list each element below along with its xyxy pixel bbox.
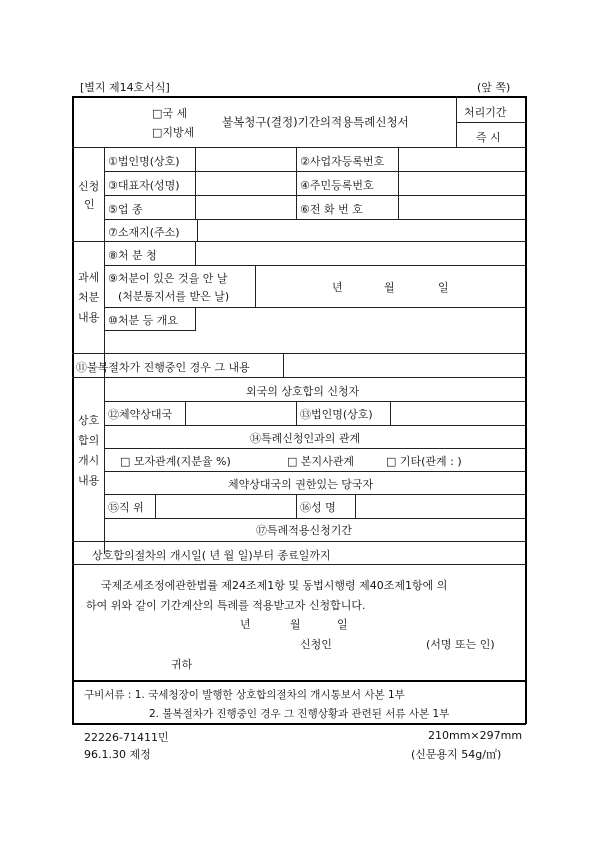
tax-national-checkbox[interactable]: □국 세 [152, 107, 188, 120]
relation-other-checkbox[interactable]: □ 기타(관계 : ) [386, 455, 462, 468]
page-side: (앞 쪽) [477, 81, 511, 94]
special-period-header: ⑰특례적용신청기간 [256, 524, 353, 537]
foreign-corp-name-label: ⑬법인명(상호) [300, 408, 373, 421]
relation-branch-checkbox[interactable]: □ 본지사관계 [287, 455, 355, 468]
documents-line1: 구비서류 : 1. 국세청장이 발행한 상호합의절차의 개시통보서 사본 1부 [84, 689, 405, 701]
decl-applicant: 신청인 [300, 638, 332, 651]
address-label: ⑦소재지(주소) [108, 226, 180, 239]
processing-period-value: 즉 시 [476, 131, 501, 144]
documents-line2: 2. 불복절차가 진행중인 경우 그 진행상황과 관련된 서류 사본 1부 [149, 708, 450, 720]
special-period-text: 상호합의절차의 개시일( 년 월 일)부터 종료일까지 [92, 549, 331, 562]
frame-right [525, 96, 527, 724]
footer-code: 22226-71411민 [84, 731, 169, 744]
frame-left [72, 96, 74, 724]
footer-enacted: 96.1.30 제정 [84, 748, 151, 761]
phone-label: ⑥전 화 번 호 [300, 203, 363, 216]
decl-year: 년 [240, 618, 251, 631]
treaty-country-label: ⑫체약상대국 [108, 408, 173, 421]
tax-local-checkbox[interactable]: □지방세 [152, 126, 195, 139]
known-date-label: ⑨처분이 있은 것을 안 날 [108, 272, 228, 285]
decl-sign: (서명 또는 인) [426, 638, 495, 651]
relation-header: ⑭특례신청인과의 관계 [250, 432, 361, 445]
biz-no-label: ②사업자등록번호 [300, 155, 385, 168]
footer-size: 210mm×297mm [428, 729, 523, 742]
relation-parent-checkbox[interactable]: □ 모자관계(지분율 %) [120, 455, 231, 468]
declaration-line2: 하여 위와 같이 기간계산의 특례를 적용받고자 신청합니다. [86, 599, 366, 612]
decl-month: 월 [290, 618, 301, 631]
date-month: 월 [384, 281, 395, 294]
summary-label: ⑩처분 등 개요 [108, 314, 178, 327]
form-title: 불복청구(결정)기간의적용특례신청서 [222, 115, 409, 129]
frame-top [72, 96, 526, 98]
rep-name-label: ③대표자(성명) [108, 179, 180, 192]
footer-paper: (신문용지 54g/㎡) [411, 748, 502, 761]
applicant-section-label: 신청 [78, 180, 100, 193]
office-label: ⑧처 분 청 [108, 249, 157, 262]
frame-bottom [72, 723, 526, 725]
date-day: 일 [438, 281, 449, 294]
authority-name-label: ⑯성 명 [300, 501, 336, 514]
position-label: ⑮직 위 [108, 501, 144, 514]
corp-name-label: ①법인명(상호) [108, 155, 180, 168]
declaration-line1: 국제조세조정에관한법률 제24조제1항 및 동법시행령 제40조제1항에 의 [101, 579, 448, 592]
mutual-section-label: 상호 [78, 414, 100, 427]
foreign-applicant-header: 외국의 상호합의 신청자 [246, 385, 360, 398]
decl-day: 일 [337, 618, 348, 631]
form-number: [별지 제14호서식] [80, 81, 170, 94]
resident-no-label: ④주민등록번호 [300, 179, 374, 192]
processing-period-label: 처리기간 [464, 106, 507, 119]
date-year: 년 [332, 281, 343, 294]
authority-header: 체약상대국의 권한있는 당국자 [228, 478, 374, 491]
appeal-label: ⑪불복절차가 진행중인 경우 그 내용 [76, 361, 250, 374]
disposition-section-label: 과세 [78, 271, 100, 284]
business-label: ⑤업 종 [108, 203, 143, 216]
decl-recipient: 귀하 [171, 658, 193, 671]
